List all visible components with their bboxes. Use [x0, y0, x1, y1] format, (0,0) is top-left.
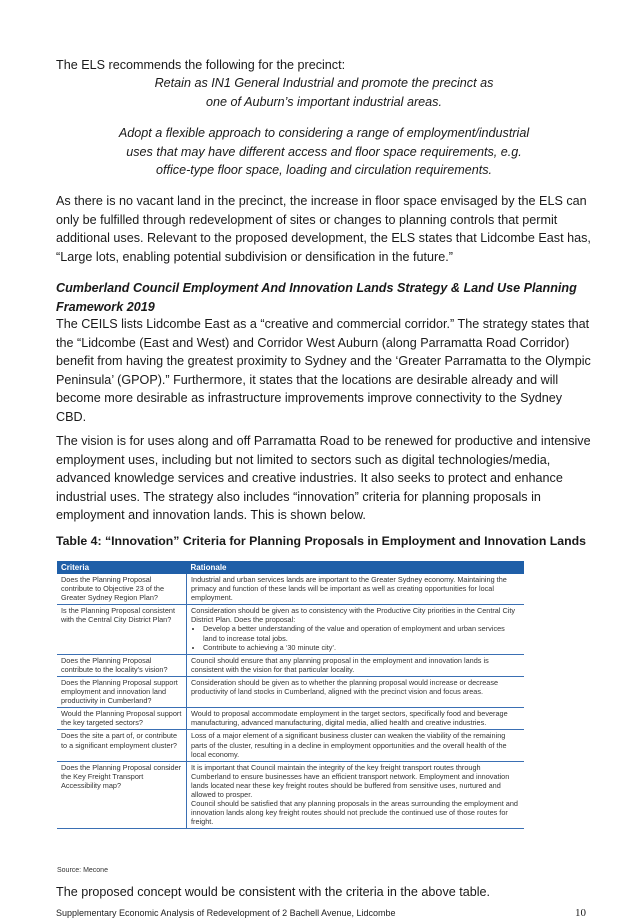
- criteria-cell: Does the Planning Proposal contribute to Objective 23 of the Greater Sydney Region Plan?: [57, 574, 187, 605]
- rationale-cell: [187, 605, 525, 654]
- criteria-cell: Does the site a part of, or contribute to a significant employment cluster?: [57, 730, 187, 761]
- bullet-item: • Contribute to achieving a ‘30 minute city’.: [203, 643, 520, 652]
- criteria-table: [57, 561, 524, 829]
- table-source: Source: Mecone: [57, 867, 108, 874]
- rationale-text: Consideration should be given as to consistency with the Productive City priorities in the Central City District Plan. Does the proposal:: [191, 606, 516, 625]
- rationale-cell: Industrial and urban services lands are important to the Greater Sydney economy. Maintaining the primacy and function of these lands will be important as well as creating opportunities for local employment.: [187, 574, 525, 605]
- table-title: Table 4: “Innovation” Criteria for Planning Proposals in Employment and Innovation Lands: [56, 534, 586, 548]
- column-header-criteria: Criteria: [57, 561, 187, 574]
- criteria-cell: Does the Planning Proposal consider the Key Freight Transport Accessibility map?: [57, 761, 187, 829]
- table-row: [57, 708, 524, 730]
- paragraph-ceils: The CEILS lists Lidcombe East as a “creative and commercial corridor.” The strategy states that the “Lidcombe (East and West) and Corridor West Auburn (along Parramatta Road Corridor) benefit from having the greatest proximity to Sydney and the ‘Greater Parramatta to the Olympic Peninsula’ (GPOP).” Furthermore, it states that the locations are desirable already and will become more desirable as infrastructure improvements improve connectivity to the Sydney CBD.: [56, 317, 591, 424]
- rationale-text: It is important that Council maintain the integrity of the key freight transport routes through Cumberland to ensure businesses have an efficient transport network. Employment and innovation lands located near these key freight routes should be buffered from sensitive uses, nurtured and allowed to prosper.: [191, 762, 510, 799]
- table-row: [57, 574, 524, 605]
- table-row: [57, 761, 524, 829]
- criteria-cell: Would the Planning Proposal support the key targeted sectors?: [57, 708, 187, 730]
- quote-line: office-type floor space, loading and circulation requirements.: [155, 163, 493, 177]
- table-row: [57, 676, 524, 707]
- rationale-text: Council should be satisfied that any planning proposals in the areas surrounding the employment and innovation lands along key freight routes should not preclude the continued use of those routes for freight.: [191, 799, 518, 827]
- quote-line: uses that may have different access and floor space requirements, e.g.: [126, 144, 522, 159]
- quote-flexible: [56, 124, 592, 180]
- page-footer: Supplementary Economic Analysis of Redevelopment of 2 Bachell Avenue, Lidcombe: [56, 908, 396, 918]
- table-row: [57, 654, 524, 676]
- section-heading: Cumberland Council Employment And Innovation Lands Strategy & Land Use Planning Framework 2019: [56, 281, 577, 314]
- table-header-row: [57, 561, 524, 574]
- rationale-cell: Council should ensure that any planning proposal in the employment and innovation lands is consistent with the vision for that particular locality.: [187, 654, 525, 676]
- page-number: 10: [575, 907, 586, 919]
- table-row: [57, 605, 524, 654]
- bullet-item: • Develop a better understanding of the value and operation of employment and urban services land to increase total jobs.: [203, 624, 520, 642]
- rationale-cell: [187, 761, 525, 829]
- rationale-cell: Consideration should be given as to whether the planning proposal would increase or decrease productivity of land stocks in Cumberland, aligned with the precinct vision and focus areas.: [187, 676, 525, 707]
- intro-text: The ELS recommends the following for the precinct:: [56, 58, 346, 72]
- rationale-bullets: [191, 624, 520, 651]
- rationale-cell: Would to proposal accommodate employment in the target sectors, specifically food and beverage manufacturing, advanced manufacturing, digital media, allied health and creative industries.: [187, 708, 525, 730]
- paragraph-vacant-land: As there is no vacant land in the precinct, the increase in floor space envisaged by the ELS can only be fulfilled through redevelopment of sites or changes to planning controls that permit additional uses. Relevant to the proposed development, the ELS states that Lidcombe East has, “Large lots, enabling potential subdivision or densification in the future.”: [56, 194, 591, 264]
- criteria-cell: Is the Planning Proposal consistent with the Central City District Plan?: [57, 605, 187, 654]
- paragraph-vision: The vision is for uses along and off Parramatta Road to be renewed for productive and intensive employment uses, including but not limited to sectors such as digital technologies/media, advanced knowledge services and creative industries. It also seeks to protect and enhance industrial uses. The strategy also includes “innovation” criteria for planning proposals in employment and innovation lands. This is shown below.: [56, 434, 591, 522]
- conclusion-text: The proposed concept would be consistent with the criteria in the above table.: [56, 885, 491, 899]
- quote-line: Retain as IN1 General Industrial and promote the precinct as: [154, 76, 494, 90]
- criteria-cell: Does the Planning Proposal support employment and innovation land productivity in Cumberland?: [57, 676, 187, 707]
- criteria-cell: Does the Planning Proposal contribute to the locality’s vision?: [57, 654, 187, 676]
- quote-line: Adopt a flexible approach to considering a range of employment/industrial: [118, 126, 530, 140]
- table-row: [57, 730, 524, 761]
- quote-retain: [56, 74, 592, 111]
- column-header-rationale: Rationale: [187, 561, 525, 574]
- rationale-cell: Loss of a major element of a significant business cluster can weaken the viability of the remaining parts of the cluster, resulting in a decline in employment opportunities and the overall health of the local economy.: [187, 730, 525, 761]
- quote-line: one of Auburn’s important industrial areas.: [206, 94, 442, 109]
